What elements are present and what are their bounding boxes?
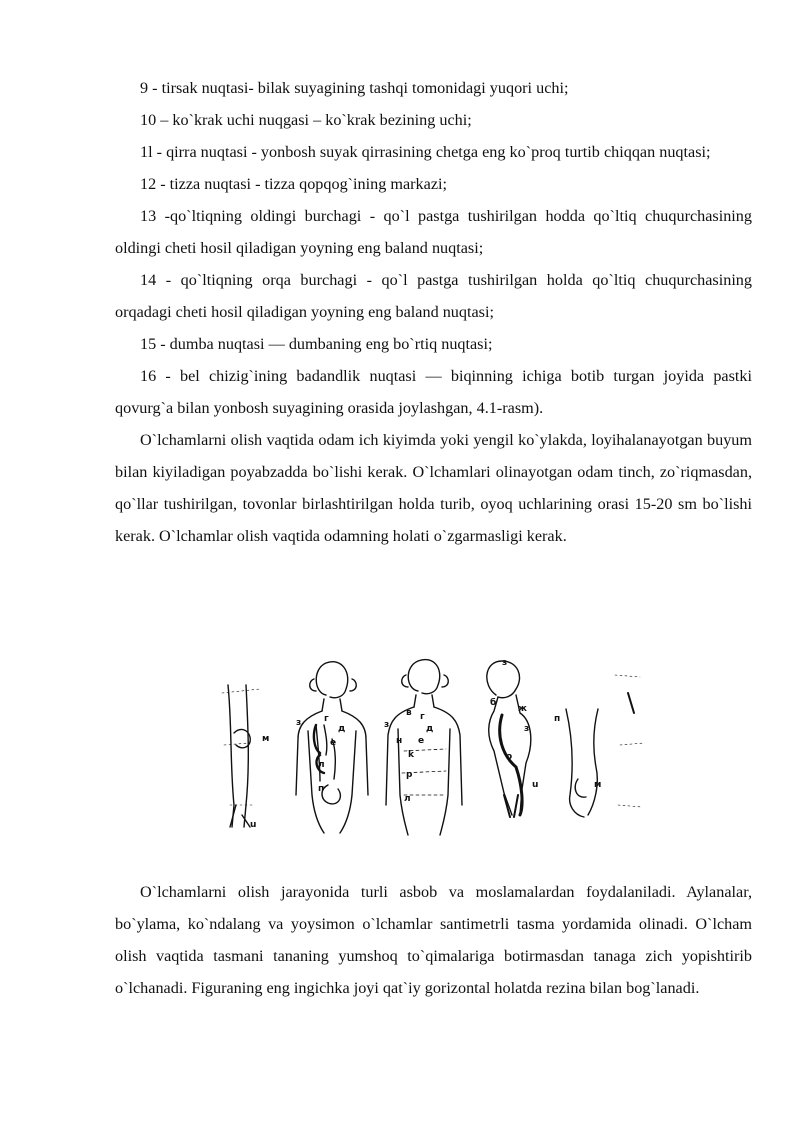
figure-label: м <box>262 734 270 744</box>
figure-label: л <box>404 794 411 804</box>
figure-label: в <box>406 708 412 718</box>
paragraph: 16 - bel chizig`ining badandlik nuqtasi — biqinning ichiga botib turgan joyida pastki qovurg`a bilan yonbosh suyagining orasida joylashgan, 4.1-rasm). <box>115 367 752 417</box>
paragraph: 9 - tirsak nuqtasi- bilak suyagining tashqi tomonidagi yuqori uchi; <box>140 79 569 97</box>
figure-label: з <box>524 724 530 734</box>
figure-label: д <box>426 724 434 734</box>
figure-label: д <box>338 724 346 734</box>
figure-label: з <box>296 718 302 728</box>
figure-label: м <box>594 780 602 790</box>
paragraph: O`lchamlarni olish jarayonida turli asbob va moslamalardan foydalaniladi. Aylanalar, bo`ylama, ko`ndalang va yoysimon o`lchamlar santimetrli tasma yordamida olinadi. O`lcham olish vaqtida tasmani tananing yumshoq to`qimalariga botirmasdan tanaga zich yopishtirib o`lchanadi. Figuraning eng ingichka joyi qat`iy gorizontal holatda rezina bilan bog`lanadi. <box>115 883 752 997</box>
figure-drawing <box>220 655 645 840</box>
figure-label: з <box>384 720 390 730</box>
figure-label: е <box>330 738 337 748</box>
paragraph: 1l - qirra nuqtasi - yonbosh suyak qirrasining chetga eng ko`proq turtib chiqqan nuqtasi; <box>140 143 711 161</box>
paragraph: 13 -qo`ltiqning oldingi burchagi - qo`l pastga tushirilgan hodda qo`ltiq chuqurchasining oldingi cheti hosil qiladigan yoyning eng baland nuqtasi; <box>115 207 752 257</box>
figure-label: u <box>250 820 257 830</box>
text-block-top <box>115 72 752 552</box>
figure-label: u <box>532 780 539 790</box>
figure-label: ж <box>518 704 527 714</box>
figure-label: р <box>406 770 413 780</box>
paragraph: 15 - dumba nuqtasi — dumbaning eng bo`rtiq nuqtasi; <box>140 335 493 353</box>
figure-label: б <box>490 698 497 708</box>
paragraph: 14 - qo`ltiqning orqa burchagi - qo`l pastga tushirilgan holda qo`ltiq chuqurchasining orqadagi cheti hosil qiladigan yoyning eng baland nuqtasi; <box>115 271 752 321</box>
figure-label: н <box>396 736 403 746</box>
figure-label: е <box>418 736 425 746</box>
paragraph: O`lchamlarni olish vaqtida odam ich kiyimda yoki yengil ko`ylakda, loyihalanayotgan buyum bilan kiyiladigan poyabzadda bo`lishi kerak. O`lchamlari olinayotgan odam tinch, zo`riqmasdan, qo`llar tushirilgan, tovonlar birlashtirilgan holda turib, oyoq uchlarining orasi 15-20 sm bo`lishi kerak. O`lchamlar olish vaqtida odamning holati o`zgarmasligi kerak. <box>115 431 752 545</box>
figure-label: г <box>420 712 425 722</box>
text-block-bottom <box>115 876 752 1004</box>
paragraph: 12 - tizza nuqtasi - tizza qopqog`ining markazi; <box>140 175 448 193</box>
figure-label: л <box>318 760 325 770</box>
figure-label: з <box>502 658 508 668</box>
figure-label: г <box>324 714 329 724</box>
body-measurement-figure <box>220 655 645 840</box>
paragraph: 10 – ko`krak uchi nuqgasi – ko`krak bezining uchi; <box>140 111 472 129</box>
figure-label: k <box>408 750 414 760</box>
figure-label: о <box>506 752 513 762</box>
figure-label: п <box>318 784 325 794</box>
figure-label: п <box>554 714 561 724</box>
